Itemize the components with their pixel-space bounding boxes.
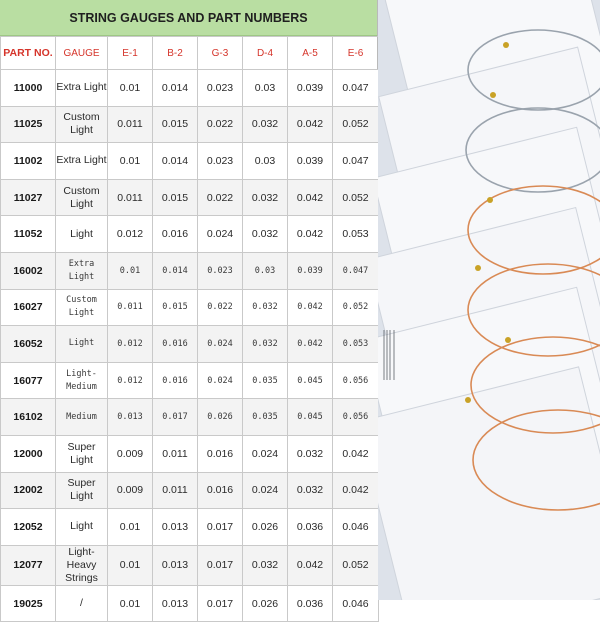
gauge-value: 0.017 — [153, 399, 198, 436]
gauge-value: 0.035 — [243, 362, 288, 399]
gauge-value: 0.017 — [198, 509, 243, 546]
gauge-value: 0.009 — [108, 435, 153, 472]
gauge-value: 0.042 — [288, 545, 333, 585]
table-row — [1, 585, 379, 622]
gauge-value: 0.053 — [333, 326, 379, 363]
gauge-value: 0.022 — [198, 106, 243, 143]
gauge-value: 0.016 — [153, 362, 198, 399]
guitar-string-packets-photo — [378, 0, 600, 600]
part-number: 11002 — [1, 143, 56, 180]
header-gauge: GAUGE — [56, 37, 108, 70]
gauge-value: 0.01 — [108, 509, 153, 546]
gauge-name: Light — [56, 216, 108, 253]
gauge-value: 0.042 — [288, 326, 333, 363]
gauge-value: 0.052 — [333, 106, 379, 143]
gauge-value: 0.039 — [288, 252, 333, 289]
table-title: STRING GAUGES AND PART NUMBERS — [0, 0, 377, 36]
gauge-value: 0.047 — [333, 143, 379, 180]
gauge-value: 0.015 — [153, 106, 198, 143]
gauge-value: 0.013 — [108, 399, 153, 436]
gauge-value: 0.032 — [243, 106, 288, 143]
header-d4: D-4 — [243, 37, 288, 70]
gauge-value: 0.013 — [153, 509, 198, 546]
gauge-value: 0.017 — [198, 545, 243, 585]
gauge-value: 0.015 — [153, 179, 198, 216]
table-row — [1, 435, 379, 472]
gauge-value: 0.024 — [198, 362, 243, 399]
table-row — [1, 143, 379, 180]
gauge-value: 0.03 — [243, 70, 288, 107]
gauge-value: 0.042 — [288, 179, 333, 216]
part-number: 11025 — [1, 106, 56, 143]
gauge-value: 0.014 — [153, 252, 198, 289]
gauge-value: 0.036 — [288, 585, 333, 622]
gauge-value: 0.026 — [198, 399, 243, 436]
gauge-name: Light — [56, 509, 108, 546]
gauge-name: Medium — [56, 399, 108, 436]
part-number: 11000 — [1, 70, 56, 107]
gauge-value: 0.024 — [198, 326, 243, 363]
gauge-value: 0.045 — [288, 362, 333, 399]
gauge-name: Super Light — [56, 435, 108, 472]
gauge-value: 0.042 — [288, 216, 333, 253]
header-a5: A-5 — [288, 37, 333, 70]
gauge-value: 0.014 — [153, 143, 198, 180]
gauge-value: 0.016 — [198, 472, 243, 509]
gauge-value: 0.026 — [243, 509, 288, 546]
table-row — [1, 326, 379, 363]
gauge-name: Super Light — [56, 472, 108, 509]
part-number: 16027 — [1, 289, 56, 326]
gauge-value: 0.03 — [243, 143, 288, 180]
gauge-value: 0.024 — [243, 472, 288, 509]
gauge-name: Extra Light — [56, 70, 108, 107]
gauge-value: 0.039 — [288, 143, 333, 180]
table-row — [1, 362, 379, 399]
part-number: 16077 — [1, 362, 56, 399]
gauge-value: 0.012 — [108, 362, 153, 399]
gauge-name: Light-Heavy Strings — [56, 545, 108, 585]
part-number: 11027 — [1, 179, 56, 216]
gauge-value: 0.023 — [198, 252, 243, 289]
table-row — [1, 179, 379, 216]
gauge-value: 0.023 — [198, 143, 243, 180]
gauge-value: 0.01 — [108, 70, 153, 107]
gauge-value: 0.032 — [288, 472, 333, 509]
gauge-value: 0.009 — [108, 472, 153, 509]
gauge-value: 0.01 — [108, 252, 153, 289]
table-row — [1, 289, 379, 326]
gauge-name: Custom Light — [56, 179, 108, 216]
part-number: 16002 — [1, 252, 56, 289]
gauge-table — [0, 36, 379, 622]
gauge-value: 0.053 — [333, 216, 379, 253]
gauge-value: 0.052 — [333, 545, 379, 585]
gauge-value: 0.052 — [333, 289, 379, 326]
table-row — [1, 399, 379, 436]
gauge-value: 0.01 — [108, 585, 153, 622]
table-row — [1, 70, 379, 107]
gauge-value: 0.024 — [198, 216, 243, 253]
part-number: 12000 — [1, 435, 56, 472]
gauge-value: 0.039 — [288, 70, 333, 107]
gauge-value: 0.03 — [243, 252, 288, 289]
gauge-value: 0.015 — [153, 289, 198, 326]
gauge-value: 0.032 — [243, 326, 288, 363]
gauge-value: 0.026 — [243, 585, 288, 622]
gauge-value: 0.042 — [333, 435, 379, 472]
gauge-value: 0.016 — [153, 326, 198, 363]
table-row — [1, 545, 379, 585]
part-number: 12077 — [1, 545, 56, 585]
table-row — [1, 252, 379, 289]
gauge-name: Light-Medium — [56, 362, 108, 399]
gauge-value: 0.035 — [243, 399, 288, 436]
gauge-value: 0.012 — [108, 216, 153, 253]
gauge-name: Custom Light — [56, 289, 108, 326]
gauge-value: 0.032 — [243, 545, 288, 585]
header-g3: G-3 — [198, 37, 243, 70]
gauge-value: 0.022 — [198, 289, 243, 326]
gauge-name: Custom Light — [56, 106, 108, 143]
gauge-value: 0.045 — [288, 399, 333, 436]
gauge-value: 0.011 — [153, 472, 198, 509]
gauge-value: 0.01 — [108, 143, 153, 180]
part-number: 19025 — [1, 585, 56, 622]
gauge-value: 0.013 — [153, 585, 198, 622]
gauge-value: 0.011 — [108, 289, 153, 326]
gauge-value: 0.016 — [153, 216, 198, 253]
gauge-value: 0.017 — [198, 585, 243, 622]
table-header-row — [1, 37, 379, 70]
gauge-value: 0.011 — [108, 179, 153, 216]
header-e1: E-1 — [108, 37, 153, 70]
part-number: 16052 — [1, 326, 56, 363]
string-packets-illustration — [378, 0, 600, 600]
gauge-value: 0.013 — [153, 545, 198, 585]
gauge-value: 0.011 — [108, 106, 153, 143]
gauge-name: / — [56, 585, 108, 622]
gauge-value: 0.032 — [243, 179, 288, 216]
gauge-value: 0.052 — [333, 179, 379, 216]
gauge-value: 0.046 — [333, 585, 379, 622]
gauge-value: 0.014 — [153, 70, 198, 107]
gauge-value: 0.022 — [198, 179, 243, 216]
part-number: 12002 — [1, 472, 56, 509]
gauge-value: 0.012 — [108, 326, 153, 363]
table-row — [1, 509, 379, 546]
gauge-name: Extra Light — [56, 143, 108, 180]
gauge-value: 0.056 — [333, 399, 379, 436]
part-number: 11052 — [1, 216, 56, 253]
gauge-value: 0.032 — [243, 216, 288, 253]
gauge-value: 0.032 — [243, 289, 288, 326]
gauge-name: Extra Light — [56, 252, 108, 289]
gauge-value: 0.047 — [333, 70, 379, 107]
gauge-value: 0.042 — [288, 289, 333, 326]
gauge-value: 0.01 — [108, 545, 153, 585]
table-row — [1, 472, 379, 509]
gauge-value: 0.042 — [288, 106, 333, 143]
part-number: 16102 — [1, 399, 56, 436]
gauge-value: 0.016 — [198, 435, 243, 472]
table-row — [1, 106, 379, 143]
gauge-value: 0.042 — [333, 472, 379, 509]
gauge-value: 0.036 — [288, 509, 333, 546]
gauge-value: 0.024 — [243, 435, 288, 472]
gauge-value: 0.046 — [333, 509, 379, 546]
gauge-value: 0.032 — [288, 435, 333, 472]
gauge-value: 0.011 — [153, 435, 198, 472]
gauge-name: Light — [56, 326, 108, 363]
part-number: 12052 — [1, 509, 56, 546]
gauge-value: 0.056 — [333, 362, 379, 399]
table-row — [1, 216, 379, 253]
header-e6: E-6 — [333, 37, 379, 70]
header-part-no: PART NO. — [1, 37, 56, 70]
gauge-value: 0.023 — [198, 70, 243, 107]
gauge-value: 0.047 — [333, 252, 379, 289]
header-b2: B-2 — [153, 37, 198, 70]
